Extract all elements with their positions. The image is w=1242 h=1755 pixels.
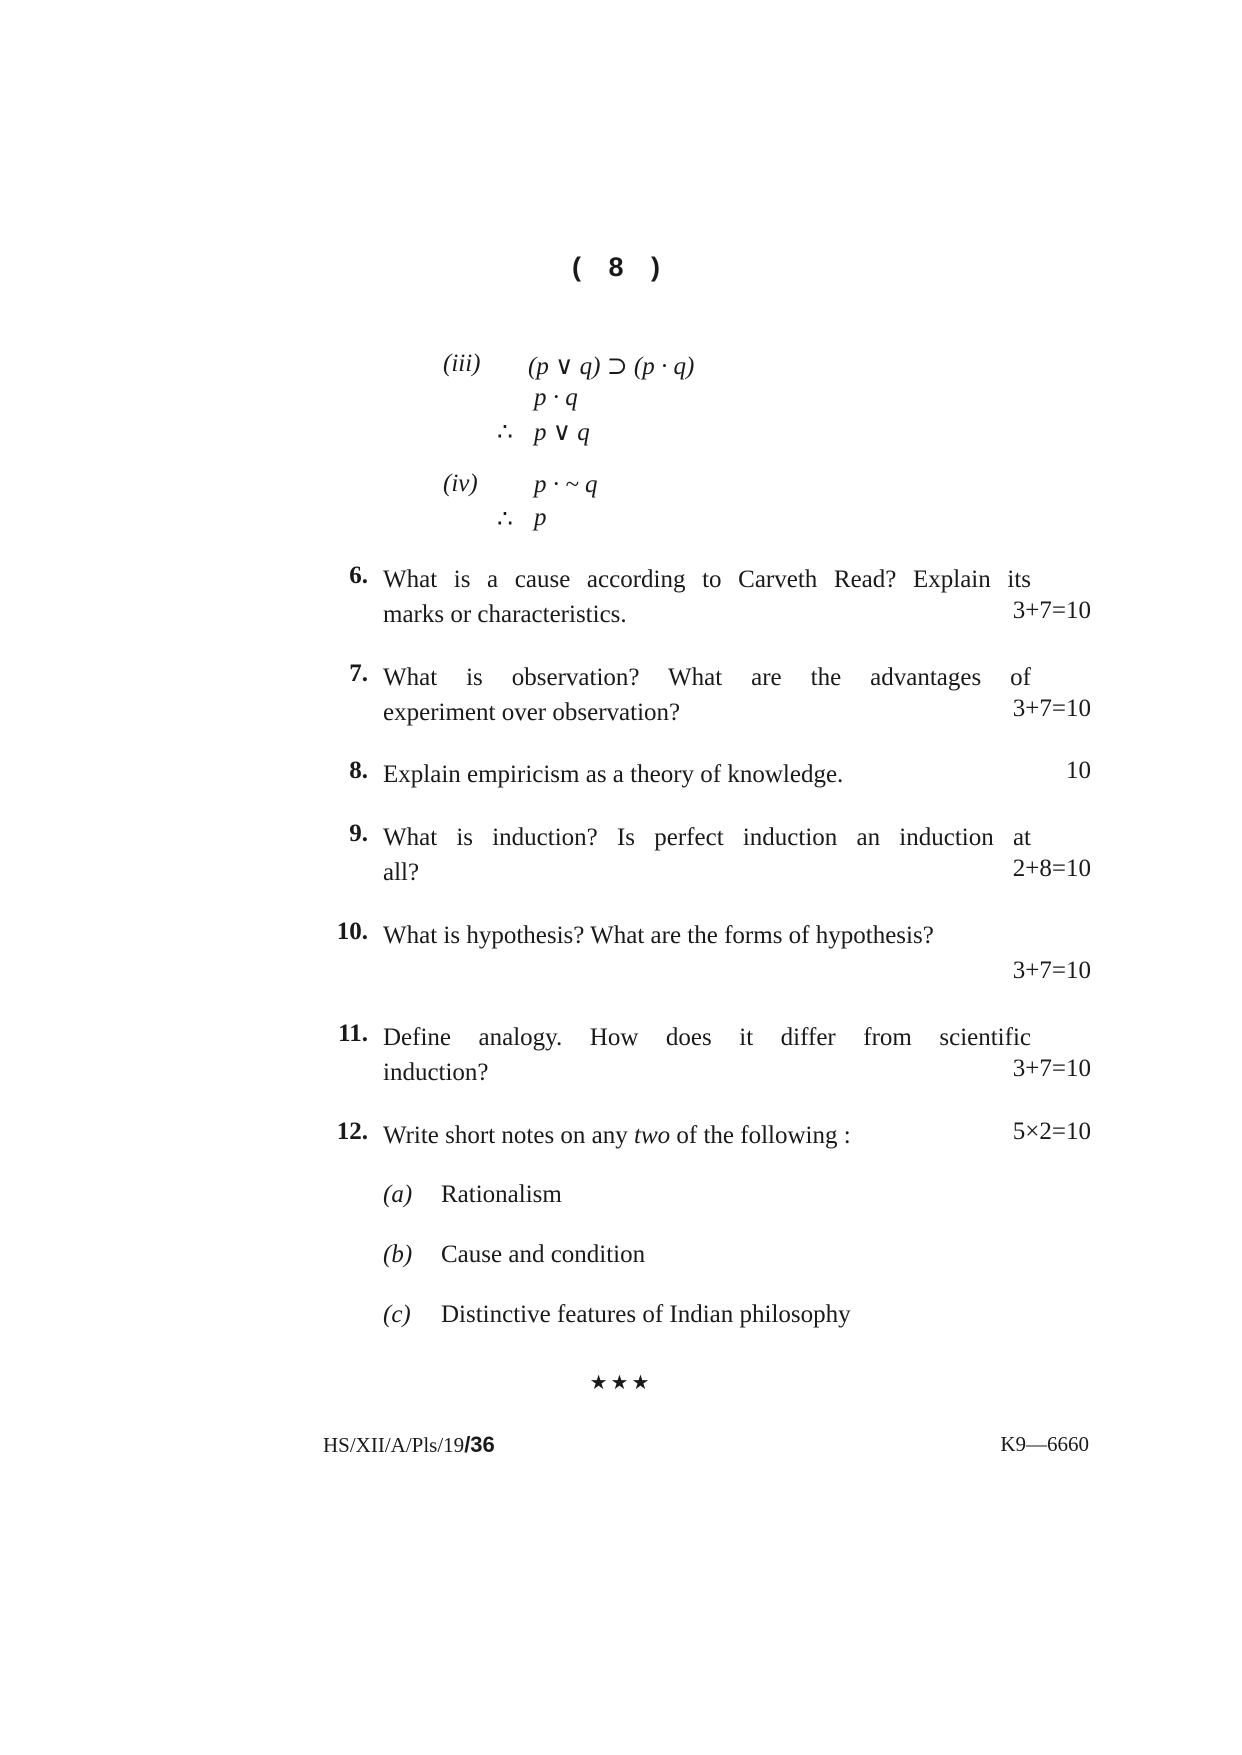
question-11-line-2: induction? (383, 1059, 489, 1086)
question-7-marks: 3+7=10 (1012, 695, 1091, 722)
option-text-a: Rationalism (441, 1181, 562, 1208)
logic-iv-premise-1: p · ~ q (534, 471, 598, 498)
question-number: 9. (349, 820, 368, 847)
question-number: 8. (349, 757, 368, 784)
question-9-line-1: What is induction? Is perfect induction an induction at (383, 824, 1031, 851)
page-number: ( 8 ) (571, 252, 670, 282)
question-9-line-2: all? (383, 859, 420, 886)
option-text-b: Cause and condition (441, 1241, 646, 1268)
question-number: 11. (338, 1020, 368, 1047)
footer-code-prefix: HS/XII/A/Pls/19 (323, 1433, 465, 1457)
question-12-text-b: of the following : (670, 1122, 851, 1149)
footer-code-suffix: /36 (464, 1432, 495, 1457)
logic-iii-premise-2: p · q (534, 384, 578, 411)
question-8-marks: 10 (1066, 757, 1091, 784)
question-10-marks: 3+7=10 (1012, 957, 1091, 984)
question-12-line-1 (383, 1118, 851, 1153)
question-6-marks: 3+7=10 (1012, 597, 1091, 624)
question-7-line-1: What is observation? What are the advantages of (383, 664, 1031, 691)
option-label-c: (c) (383, 1301, 411, 1328)
logic-iii-conclusion: p ∨ q (534, 419, 590, 446)
question-12-marks: 5×2=10 (1012, 1118, 1091, 1145)
option-label-a: (a) (383, 1181, 413, 1208)
question-number: 6. (349, 562, 368, 589)
question-10-line-1: What is hypothesis? What are the forms of hypothesis? (383, 922, 934, 949)
footer-right-code: K9—6660 (1000, 1432, 1089, 1456)
question-number: 10. (336, 918, 368, 945)
question-number: 7. (349, 660, 368, 687)
end-stars-icon: ★★★ (589, 1372, 653, 1394)
question-6-line-1: What is a cause according to Carveth Read? Explain its (383, 566, 1031, 593)
option-label-b: (b) (383, 1241, 413, 1268)
question-12-text-a: Write short notes on any (383, 1122, 635, 1149)
question-8-line-1: Explain empiricism as a theory of knowledge. (383, 761, 844, 788)
question-11-line-1: Define analogy. How does it differ from scientific (383, 1024, 1031, 1051)
option-text-c: Distinctive features of Indian philosophy (441, 1301, 851, 1328)
question-12-emphasis: two (634, 1122, 671, 1149)
logic-label-iii: (iii) (443, 350, 481, 377)
logic-label-iv: (iv) (443, 470, 478, 497)
logic-iv-conclusion: p (534, 504, 547, 531)
footer-code (323, 1432, 495, 1458)
question-9-marks: 2+8=10 (1012, 855, 1091, 882)
question-number: 12. (336, 1118, 368, 1145)
question-7-line-2: experiment over observation? (383, 699, 681, 726)
question-6-line-2: marks or characteristics. (383, 601, 627, 628)
question-11-marks: 3+7=10 (1012, 1055, 1091, 1082)
therefore-symbol: ∴ (497, 506, 513, 533)
therefore-symbol: ∴ (497, 419, 513, 446)
logic-iii-premise-1: (p ∨ q) ⊃ (p · q) (528, 353, 695, 380)
